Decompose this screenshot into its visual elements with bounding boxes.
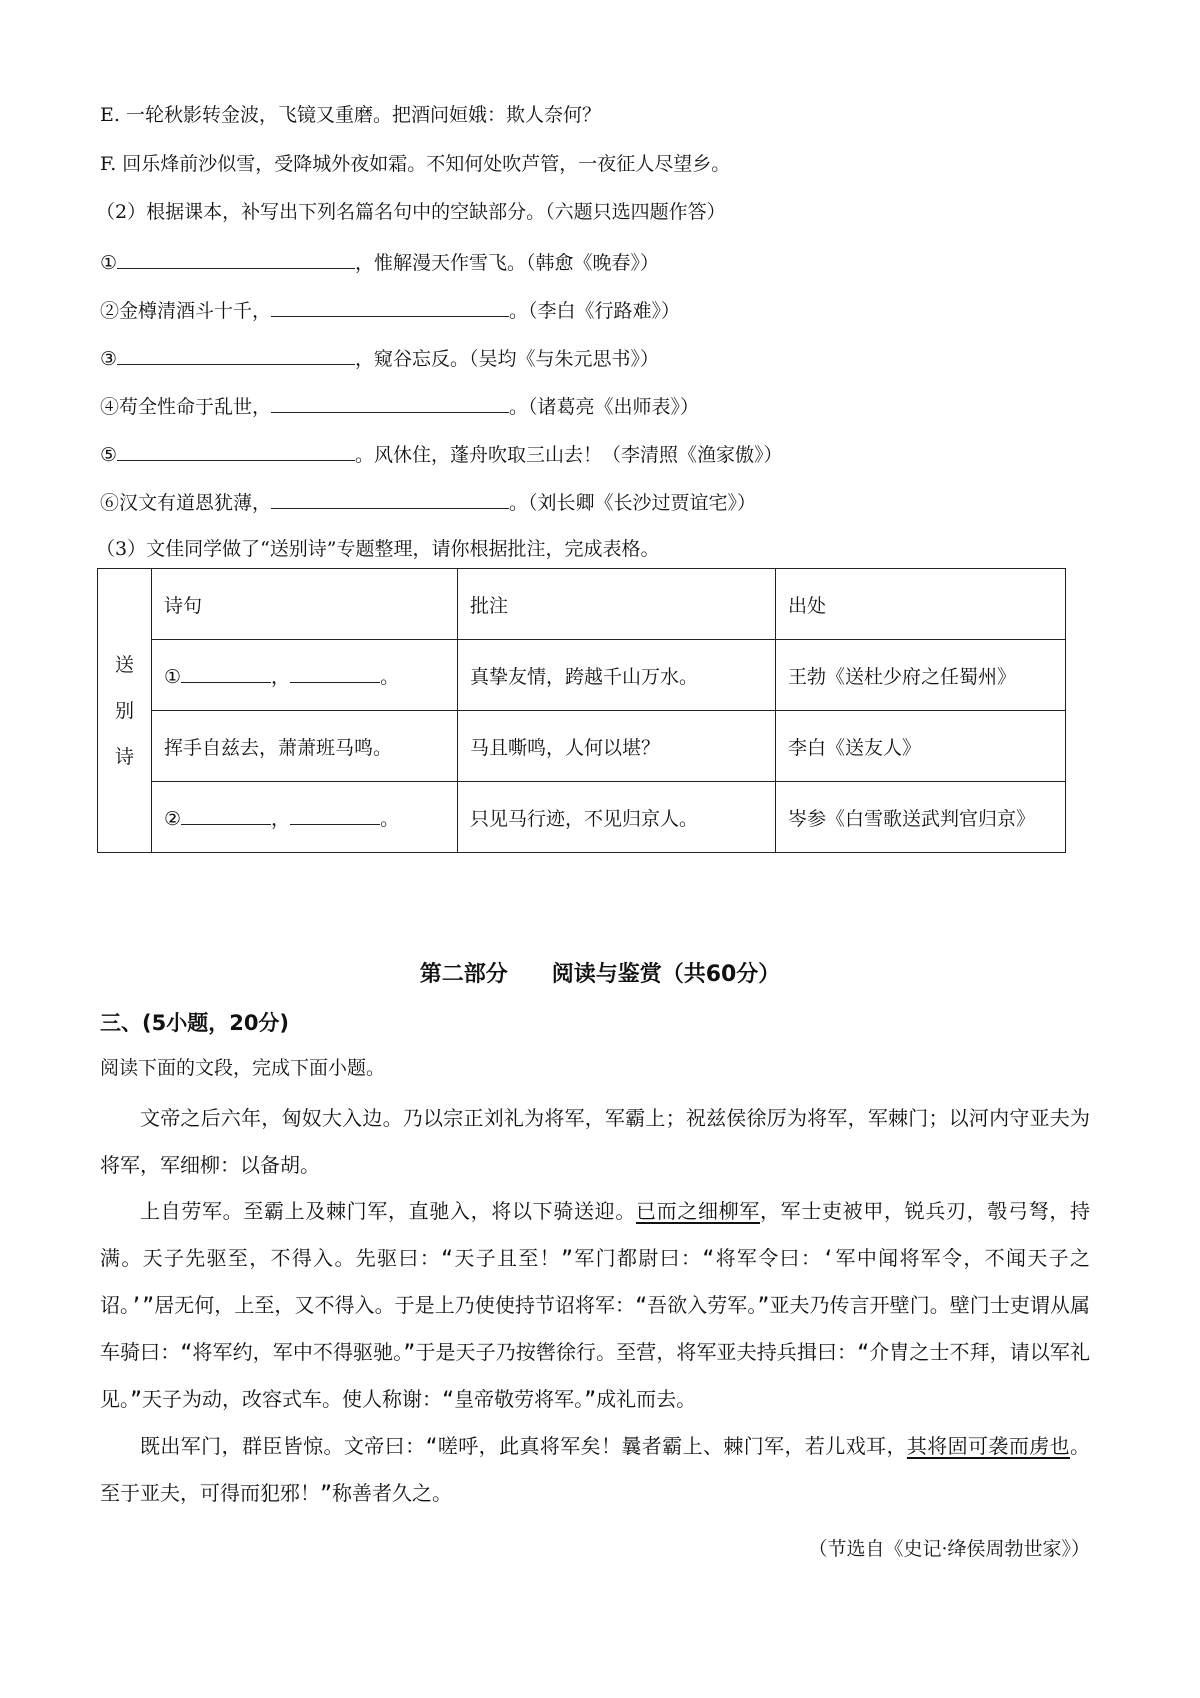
- answer-blank[interactable]: [117, 440, 355, 461]
- part3-instruction: （3）文佳同学做了“送别诗”专题整理，请你根据批注，完成表格。: [96, 538, 660, 560]
- poem-e: E. 一轮秋影转金波，飞镜又重磨。把酒问姮娥：欺人奈何？: [100, 104, 601, 126]
- table-row: [98, 782, 1066, 853]
- table-header-row: [98, 569, 1066, 640]
- header-source: 出处: [776, 569, 1066, 640]
- fill-item-3: [100, 344, 659, 372]
- section-title: 第二部分 阅读与鉴赏（共60分）: [419, 962, 781, 987]
- note-cell: 真挚友情，跨越千山万水。: [458, 640, 776, 711]
- answer-blank[interactable]: [290, 662, 380, 683]
- answer-blank[interactable]: [117, 248, 355, 269]
- answer-blank[interactable]: [117, 344, 355, 365]
- fill-item-after: 。风休住，蓬舟吹取三山去！（李清照《渔家傲》）: [355, 444, 783, 466]
- header-note: 批注: [458, 569, 776, 640]
- passage-paragraph-3: 既出军门，群臣皆惊。文帝曰：“嗟呼，此真将军矣！曩者霸上、棘门军，若儿戏耳，其将固可袭而虏也。至于亚夫，可得而犯邪！”称善者久之。: [100, 1434, 1090, 1505]
- fill-item-after: 。（刘长卿《长沙过贾谊宅》）: [509, 492, 757, 514]
- poem-cell: ① ， 。: [152, 640, 458, 711]
- poem-f: F. 回乐烽前沙似雪，受降城外夜如霜。不知何处吹芦管，一夜征人尽望乡。: [100, 153, 731, 175]
- poem-cell: 挥手自兹去，萧萧班马鸣。: [152, 711, 458, 782]
- answer-blank[interactable]: [181, 804, 271, 825]
- answer-blank[interactable]: [271, 296, 509, 317]
- answer-blank[interactable]: [271, 392, 509, 413]
- reading-instruction: 阅读下面的文段，完成下面小题。: [100, 1057, 386, 1079]
- note-cell: 马且嘶鸣，人何以堪？: [458, 711, 776, 782]
- fill-item-after: 。（李白《行路难》）: [509, 300, 681, 322]
- fill-item-6: [100, 488, 756, 516]
- table-side-label: 送 别 诗: [98, 569, 152, 853]
- answer-blank[interactable]: [290, 804, 380, 825]
- fill-item-after: ，惟解漫天作雪飞。（韩愈《晚春》）: [355, 252, 660, 274]
- fill-item-after: ，窥谷忘反。（吴均《与朱元思书》）: [355, 348, 660, 370]
- fill-item-5: [100, 440, 783, 468]
- table-row: [98, 711, 1066, 782]
- underlined-phrase: 其将固可袭而虏也: [906, 1434, 1070, 1458]
- fill-item-after: 。（诸葛亮《出师表》）: [509, 396, 700, 418]
- underlined-phrase: 已而之细柳军: [636, 1199, 760, 1223]
- part2-instruction: （2）根据课本，补写出下列名篇名句中的空缺部分。（六题只选四题作答）: [96, 201, 726, 223]
- fill-item-before: ①: [100, 252, 118, 274]
- fill-item-before: ④苟全性命于乱世，: [100, 396, 272, 418]
- fill-item-before: ⑤: [100, 444, 118, 466]
- fill-item-before: ⑥汉文有道恩犹薄，: [100, 492, 272, 514]
- passage-source: （节选自《史记·绛侯周勃世家》）: [808, 1538, 1090, 1560]
- table-row: [98, 640, 1066, 711]
- passage-paragraph-1: 文帝之后六年，匈奴大入边。乃以宗正刘礼为将军，军霸上；祝兹侯徐厉为将军，军棘门；以河内守亚夫为将军，军细柳：以备胡。: [100, 1106, 1090, 1177]
- answer-blank[interactable]: [181, 662, 271, 683]
- source-cell: 李白《送友人》: [776, 711, 1066, 782]
- fill-item-2: [100, 296, 680, 324]
- source-cell: 岑参《白雪歌送武判官归京》: [776, 782, 1066, 853]
- farewell-poem-table: [97, 568, 1066, 853]
- header-poem: 诗句: [152, 569, 458, 640]
- source-cell: 王勃《送杜少府之任蜀州》: [776, 640, 1066, 711]
- fill-item-4: [100, 392, 699, 420]
- poem-cell: ② ， 。: [152, 782, 458, 853]
- fill-item-before: ③: [100, 348, 118, 370]
- note-cell: 只见马行迹，不见归京人。: [458, 782, 776, 853]
- fill-item-before: ②金樽清酒斗十千，: [100, 300, 272, 322]
- passage-paragraph-2: 上自劳军。至霸上及棘门军，直驰入，将以下骑送迎。已而之细柳军，军士吏被甲，锐兵刃，彀弓弩，持满。天子先驱至，不得入。先驱曰：“天子且至！”军门都尉曰：“将军令曰：‘军中闻将军令，不闻天子之诏。’”居无何，上至，又不得入。于是上乃使使持节诏将军：“吾欲入劳军。”亚夫乃传言开壁门。壁门士吏谓从属车骑曰：“将军约，军中不得驱驰。”于是天子乃按辔徐行。至营，将军亚夫持兵揖曰：“介胄之士不拜，请以军礼见。”天子为动，改容式车。使人称谢：“皇帝敬劳将军。”成礼而去。: [100, 1199, 1091, 1411]
- fill-item-1: [100, 248, 659, 276]
- answer-blank[interactable]: [271, 488, 509, 509]
- question-header: 三、(5小题，20分): [100, 1011, 290, 1035]
